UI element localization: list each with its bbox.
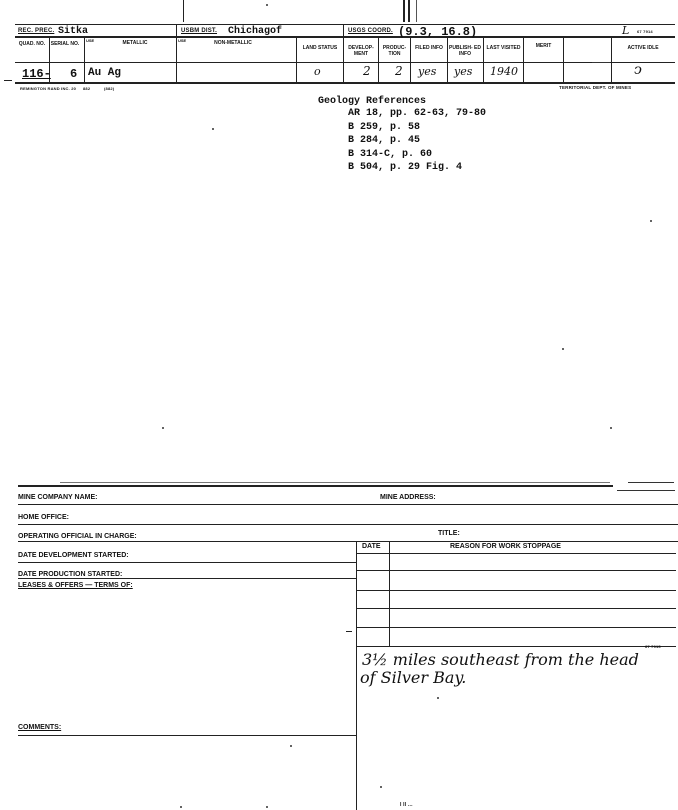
metallic-value: Au Ag <box>88 67 122 79</box>
rule <box>18 485 613 487</box>
speck <box>180 806 182 808</box>
location-note-line-1: 3½ miles southeast from the head <box>362 650 639 669</box>
serial-no-value: 6 <box>70 67 78 81</box>
col-last-visited: LAST VISITED <box>486 45 521 51</box>
rule <box>628 482 674 483</box>
speck <box>650 220 652 222</box>
rule <box>343 24 344 82</box>
speck <box>212 128 214 130</box>
col-merit: MERIT <box>535 43 552 49</box>
rule <box>483 37 484 82</box>
speck <box>290 745 292 747</box>
col-land-status: LAND STATUS <box>302 45 338 51</box>
operating-official-label: OPERATING OFFICIAL IN CHARGE: <box>18 533 137 540</box>
rule <box>378 37 379 82</box>
date-column-header: DATE <box>362 543 381 550</box>
filed-info-value: yes <box>418 65 437 78</box>
stub-line <box>403 0 405 22</box>
territorial-dept: TERRITORIAL DEPT. OF MINES <box>559 85 632 90</box>
corner-mark: L <box>622 24 630 37</box>
rule <box>15 62 675 63</box>
quad-no-value: 116- <box>22 67 51 81</box>
bottom-mark: I II ... <box>400 802 413 808</box>
rule <box>18 541 678 542</box>
geology-title: Geology References <box>318 96 427 107</box>
speck <box>266 4 268 6</box>
col-use-metallic: USE <box>86 38 95 43</box>
geology-ref: AR 18, pp. 62-63, 79-80 <box>348 108 487 119</box>
geology-ref: B 314-C, p. 60 <box>348 149 433 160</box>
col-quad-no: QUAD. NO. <box>18 41 46 47</box>
speck <box>437 697 439 699</box>
rule <box>4 80 12 81</box>
comments-label: COMMENTS: <box>18 724 62 731</box>
rule <box>611 37 612 82</box>
land-status-value: o <box>314 65 321 78</box>
col-active-idle: ACTIVE IDLE <box>627 45 659 51</box>
rule <box>447 37 448 82</box>
rule <box>18 562 356 563</box>
col-serial-no: SERIAL NO. <box>50 41 80 47</box>
speck <box>562 348 564 350</box>
rule <box>18 524 678 525</box>
rule <box>18 504 678 505</box>
rule <box>15 36 675 38</box>
col-published-info: PUBLISH- ED INFO <box>449 45 481 57</box>
rule <box>410 37 411 82</box>
usbm-dist-label: USBM DIST. <box>181 28 218 34</box>
rule <box>356 646 676 647</box>
rule <box>296 37 297 82</box>
col-use-nonmetallic: USE <box>178 38 187 43</box>
rule <box>523 37 524 82</box>
rec-prec-label: REC. PREC. <box>18 28 55 34</box>
rule <box>18 735 356 736</box>
rule <box>15 24 675 25</box>
printer-imprint: REMINGTON RAND INC. 20 <box>20 86 77 91</box>
rule <box>18 578 356 579</box>
stub-line <box>408 0 410 22</box>
home-office-label: HOME OFFICE: <box>18 514 69 521</box>
rule <box>356 590 676 591</box>
rule <box>176 24 177 82</box>
col-nonmetallic: NON-METALLIC <box>214 40 252 46</box>
reason-column-header: REASON FOR WORK STOPPAGE <box>450 543 561 550</box>
usgs-coord-value: (9.3, 16.8) <box>398 25 478 39</box>
rule <box>84 37 85 82</box>
rule <box>356 608 676 609</box>
col-metallic: METALLIC <box>122 40 148 46</box>
rule <box>15 82 675 84</box>
rule <box>389 541 390 646</box>
rule <box>563 37 564 82</box>
speck <box>380 786 382 788</box>
imprint-code-2: (882) <box>104 86 115 91</box>
rule <box>356 627 676 628</box>
col-production: PRODUC- TION <box>382 45 407 57</box>
col-development: DEVELOP- MENT <box>348 45 374 57</box>
imprint-code: 882 <box>83 86 91 91</box>
date-development-started-label: DATE DEVELOPMENT STARTED: <box>18 552 129 559</box>
rule <box>356 541 357 810</box>
speck <box>162 427 164 429</box>
tick <box>346 631 352 632</box>
leases-offers-label: LEASES & OFFERS — TERMS OF: <box>18 582 133 589</box>
stub-line <box>416 0 417 22</box>
stub-line <box>183 0 184 22</box>
geology-ref: B 259, p. 58 <box>348 122 421 133</box>
geology-ref: B 284, p. 45 <box>348 135 421 146</box>
development-value: 2 <box>363 64 371 78</box>
production-value: 2 <box>395 64 403 78</box>
rule <box>356 553 676 554</box>
usgs-coord-label: USGS COORD. <box>348 28 393 34</box>
last-visited-value: 1940 <box>490 65 518 78</box>
corner-code: 67 7914 <box>637 29 653 34</box>
merit-tick <box>592 62 610 63</box>
usbm-dist-value: Chichagof <box>228 26 283 37</box>
speck <box>610 427 612 429</box>
mine-company-name-label: MINE COMPANY NAME: <box>18 494 98 501</box>
published-info-value: yes <box>454 65 473 78</box>
form-code: 67 7915 <box>645 644 661 649</box>
rule <box>60 482 610 483</box>
active-idle-value: ↄ <box>634 62 642 78</box>
rule <box>356 570 676 571</box>
title-label: TITLE: <box>438 530 460 537</box>
speck <box>266 806 268 808</box>
location-note-line-2: of Silver Bay. <box>360 668 467 687</box>
col-filed-info: FILED INFO <box>415 45 443 51</box>
mine-address-label: MINE ADDRESS: <box>380 494 436 501</box>
geology-ref: B 504, p. 29 Fig. 4 <box>348 162 463 173</box>
date-production-started-label: DATE PRODUCTION STARTED: <box>18 571 123 578</box>
rule <box>617 490 675 491</box>
rec-prec-value: Sitka <box>58 26 89 37</box>
